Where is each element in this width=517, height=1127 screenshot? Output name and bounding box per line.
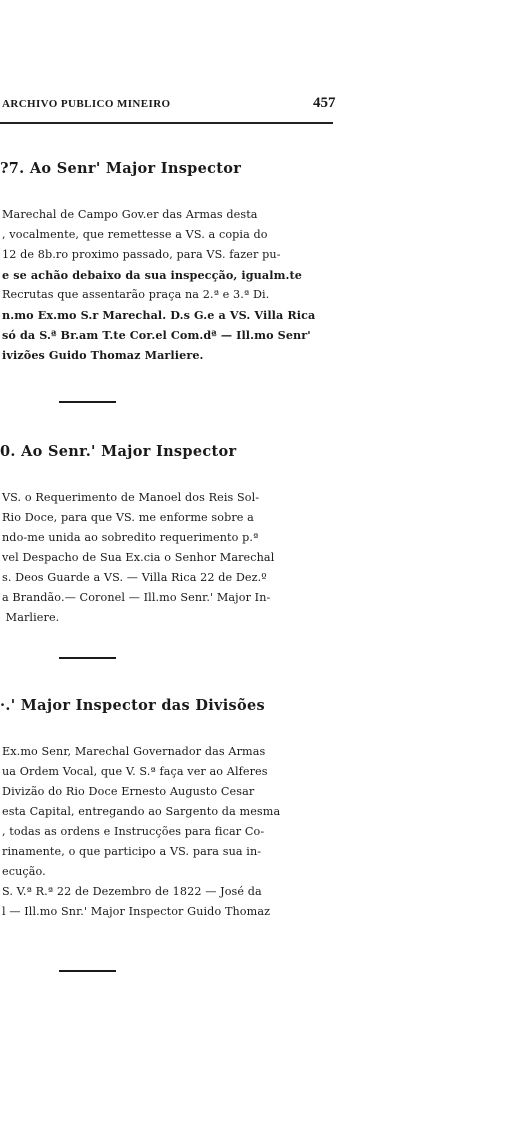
letter-title: ?7. Ao Senr' Major Inspector — [0, 160, 242, 177]
letter-line: e se achão debaixo da sua inspecção, igualm.te — [2, 268, 303, 282]
letter-line: s. Deos Guarde a VS. — Villa Rica 22 de Dez.º — [2, 571, 267, 584]
letter-line: Ex.mo Senr, Marechal Governador das Armas — [2, 745, 266, 758]
letter-line: vel Despacho de Sua Ex.cia o Senhor Marechal — [2, 551, 275, 564]
header-rule — [0, 122, 333, 124]
letter-line: VS. o Requerimento de Manoel dos Reis Sol- — [2, 491, 260, 504]
letter-line: l — Ill.mo Snr.' Major Inspector Guido Thomaz — [2, 905, 271, 918]
letter-line: Recrutas que assentarão praça na 2.ª e 3.ª Di. — [2, 288, 270, 301]
letter-line: Marechal de Campo Gov.er das Armas desta — [2, 208, 258, 221]
letter-title: ·.' Major Inspector das Divisões — [0, 697, 265, 714]
letter-line: ecução. — [2, 865, 46, 878]
letter-line: rinamente, o que participo a VS. para sua in- — [2, 845, 262, 858]
letter-line: n.mo Ex.mo S.r Marechal. D.s G.e a VS. Villa Rica — [2, 308, 316, 322]
letter-line: Divizão do Rio Doce Ernesto Augusto Cesar — [2, 785, 255, 798]
letter-line: Marliere. — [2, 611, 60, 624]
letter-line: ndo-me unida ao sobredito requerimento p.ª — [2, 531, 259, 544]
letter-line: a Brandão.— Coronel — Ill.mo Senr.' Major In- — [2, 591, 271, 604]
letter-line: Rio Doce, para que VS. me enforme sobre a — [2, 511, 254, 524]
letter-title: 0. Ao Senr.' Major Inspector — [0, 443, 237, 460]
section-separator — [59, 970, 116, 972]
section-separator — [59, 401, 116, 403]
page-header — [0, 95, 340, 118]
letter-line: , todas as ordens e Instrucções para ficar Co- — [2, 825, 265, 838]
letter-line: S. V.ª R.ª 22 de Dezembro de 1822 — José da — [2, 885, 262, 898]
letter-line: , vocalmente, que remettesse a VS. a copia do — [2, 228, 268, 241]
letter-line: ivizões Guido Thomaz Marliere. — [2, 348, 204, 362]
letter-line: só da S.ª Br.am T.te Cor.el Com.dª — Ill.mo Senr' — [2, 328, 311, 342]
page-number: 457 — [313, 95, 336, 111]
letter-line: ua Ordem Vocal, que V. S.ª faça ver ao Alferes — [2, 765, 268, 778]
running-head: ARCHIVO PUBLICO MINEIRO — [2, 98, 171, 110]
letter-line: 12 de 8b.ro proximo passado, para VS. fazer pu- — [2, 248, 281, 261]
letter-line: esta Capital, entregando ao Sargento da mesma — [2, 805, 281, 818]
section-separator — [59, 657, 116, 659]
